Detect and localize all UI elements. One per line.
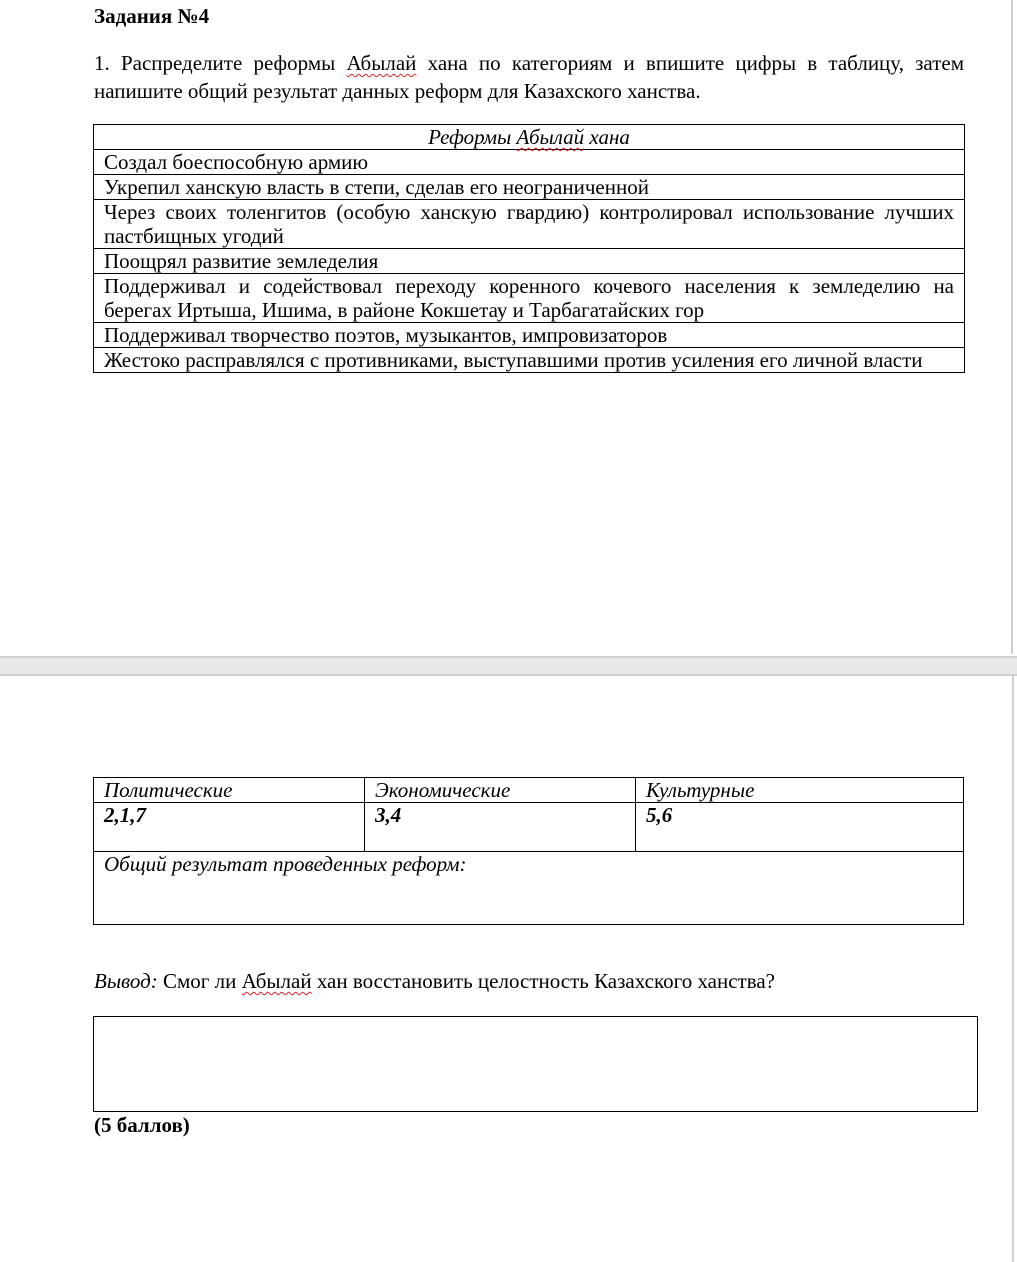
- result-answer-cell[interactable]: Общий результат проведенных реформ:: [94, 852, 964, 925]
- reform-cell: Через своих толенгитов (особую ханскую гвардию) контролировал использование лучших пастбищных угодий: [94, 200, 965, 249]
- reform-cell: Поддерживал и содействовал переходу коренного кочевого населения к земледелию на берегах Иртыша, Ишима, в районе Кокшетау и Тарбагатайских гор: [94, 274, 965, 323]
- table-row: [94, 200, 965, 249]
- conclusion-name: Абылай: [241, 969, 312, 993]
- task-text-start: 1. Распределите реформы: [94, 51, 347, 75]
- conclusion-text-end: хан восстановить целостность Казахского ханства?: [311, 969, 775, 993]
- reforms-header-name: Абылай: [516, 125, 585, 149]
- political-answer-cell[interactable]: 2,1,7: [94, 803, 365, 852]
- table-row: [94, 323, 965, 348]
- table-row: [94, 150, 965, 175]
- reforms-header-end: хана: [584, 125, 630, 149]
- economic-answer-cell[interactable]: 3,4: [365, 803, 636, 852]
- reforms-table: [93, 124, 965, 373]
- reform-cell: Поощрял развитие земледелия: [94, 249, 965, 274]
- conclusion-question: [94, 969, 775, 994]
- category-political-header: Политические: [94, 778, 365, 803]
- table-row: [94, 249, 965, 274]
- reforms-header-start: Реформы: [428, 125, 517, 149]
- task-heading: Задания №4: [94, 4, 210, 28]
- conclusion-label: Вывод:: [94, 969, 158, 993]
- categories-header-row: [94, 778, 964, 803]
- reform-cell: Поддерживал творчество поэтов, музыкантов, импровизаторов: [94, 323, 965, 348]
- reforms-table-header: [94, 125, 965, 150]
- page-separator: [0, 656, 1017, 676]
- reform-cell: Создал боеспособную армию: [94, 150, 965, 175]
- cultural-answer-cell[interactable]: 5,6: [636, 803, 964, 852]
- reform-cell: Укрепил ханскую власть в степи, сделав его неограниченной: [94, 175, 965, 200]
- category-economic-header: Экономические: [365, 778, 636, 803]
- table-row: [94, 175, 965, 200]
- categories-value-row: [94, 803, 964, 852]
- categories-table: [93, 777, 964, 925]
- conclusion-text-start: Смог ли: [157, 969, 242, 993]
- table-row: [94, 348, 965, 373]
- task-text-end: хана по категориям и впишите цифры в таблицу, затем напишите общий результат данных реформ для Казахского ханства.: [94, 51, 964, 103]
- task-name-misspelled: Абылай: [346, 51, 417, 75]
- reform-cell: Жестоко расправлялся с противниками, выступавшими против усиления его личной власти: [94, 348, 965, 373]
- result-row: [94, 852, 964, 925]
- category-cultural-header: Культурные: [636, 778, 964, 803]
- task-instruction: [94, 49, 964, 105]
- conclusion-answer-box[interactable]: [93, 1016, 978, 1112]
- table-row: [94, 274, 965, 323]
- score-label: (5 баллов): [94, 1113, 190, 1137]
